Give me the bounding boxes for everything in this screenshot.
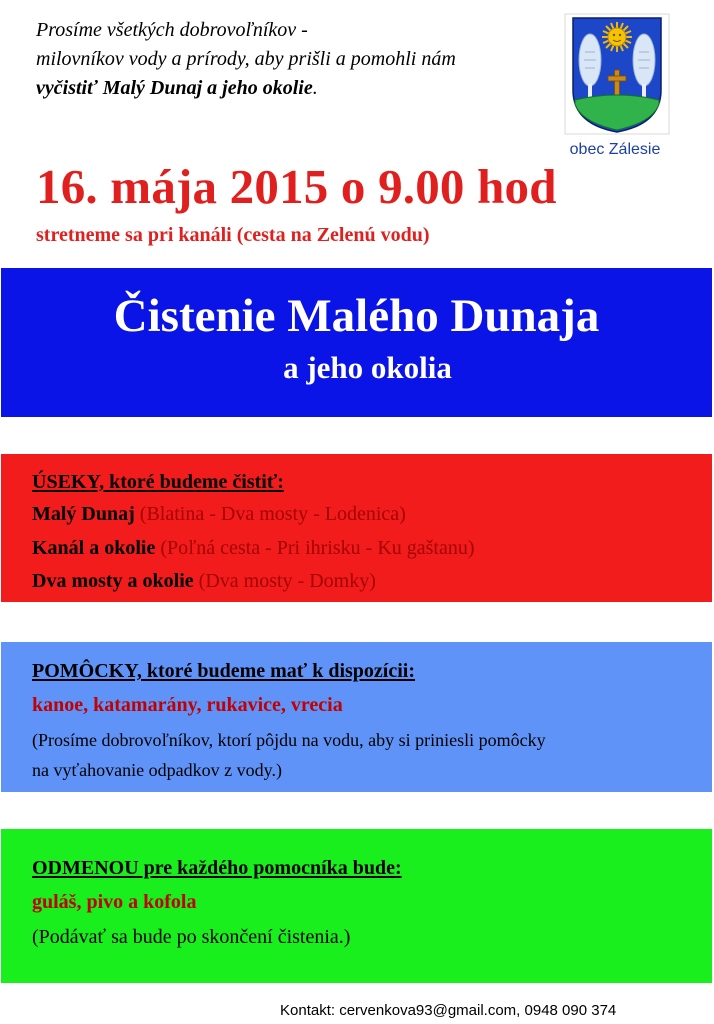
reward-note: (Podávať sa bude po skončení čistenia.): [32, 926, 351, 948]
section-detail: (Dva mosty - Domky): [193, 570, 376, 592]
intro-text: [36, 16, 556, 103]
reward-items: guláš, pivo a kofola: [32, 891, 197, 913]
tools-box: [1, 642, 712, 792]
section-item: [32, 536, 475, 560]
reward-heading: ODMENOU pre každého pomocníka bude:: [32, 857, 402, 879]
tools-note-line-1: (Prosíme dobrovoľníkov, ktorí pôjdu na vodu, aby si priniesli pomôcky: [32, 730, 546, 750]
contact-info: Kontakt: cervenkova93@gmail.com, 0948 090 374: [280, 1002, 617, 1019]
tools-heading: POMÔCKY, ktoré budeme mať k dispozícii:: [32, 660, 416, 682]
banner-title: Čistenie Malého Dunaja: [113, 290, 600, 342]
section-item: [32, 502, 406, 526]
sections-heading: ÚSEKY, ktoré budeme čistiť:: [32, 471, 284, 493]
title-banner: [1, 268, 712, 417]
tools-list: kanoe, katamarány, rukavice, vrecia: [32, 694, 343, 716]
tools-note-line-2: na vyťahovanie odpadkov z vody.): [32, 760, 282, 780]
section-name: Kanál a okolie: [32, 537, 156, 559]
meeting-point: stretneme sa pri kanáli (cesta na Zelenú vodu): [36, 224, 430, 246]
sections-box: [1, 454, 712, 602]
intro-line-1: Prosíme všetkých dobrovoľníkov -: [36, 19, 308, 41]
sun-icon: [602, 22, 632, 52]
section-name: Malý Dunaj: [32, 503, 135, 525]
section-item: [32, 569, 376, 593]
banner-subtitle: a jeho okolia: [283, 350, 452, 385]
section-detail: (Blatina - Dva mosty - Lodenica): [134, 503, 406, 525]
reward-box: [1, 829, 712, 983]
village-crest: [563, 12, 671, 136]
event-date-time: 16. mája 2015 o 9.00 hod: [36, 159, 557, 214]
section-detail: (Poľná cesta - Pri ihrisku - Ku gaštanu): [155, 537, 475, 559]
intro-line-3-bold: vyčistiť Malý Dunaj a jeho okolie: [36, 77, 313, 99]
intro-line-2: milovníkov vody a prírody, aby prišli a pomohli nám: [36, 48, 456, 70]
section-name: Dva mosty a okolie: [32, 570, 194, 592]
crest-label: obec Zálesie: [569, 141, 661, 158]
intro-line-3-end: .: [312, 77, 318, 99]
intro-line-3: [36, 74, 556, 103]
